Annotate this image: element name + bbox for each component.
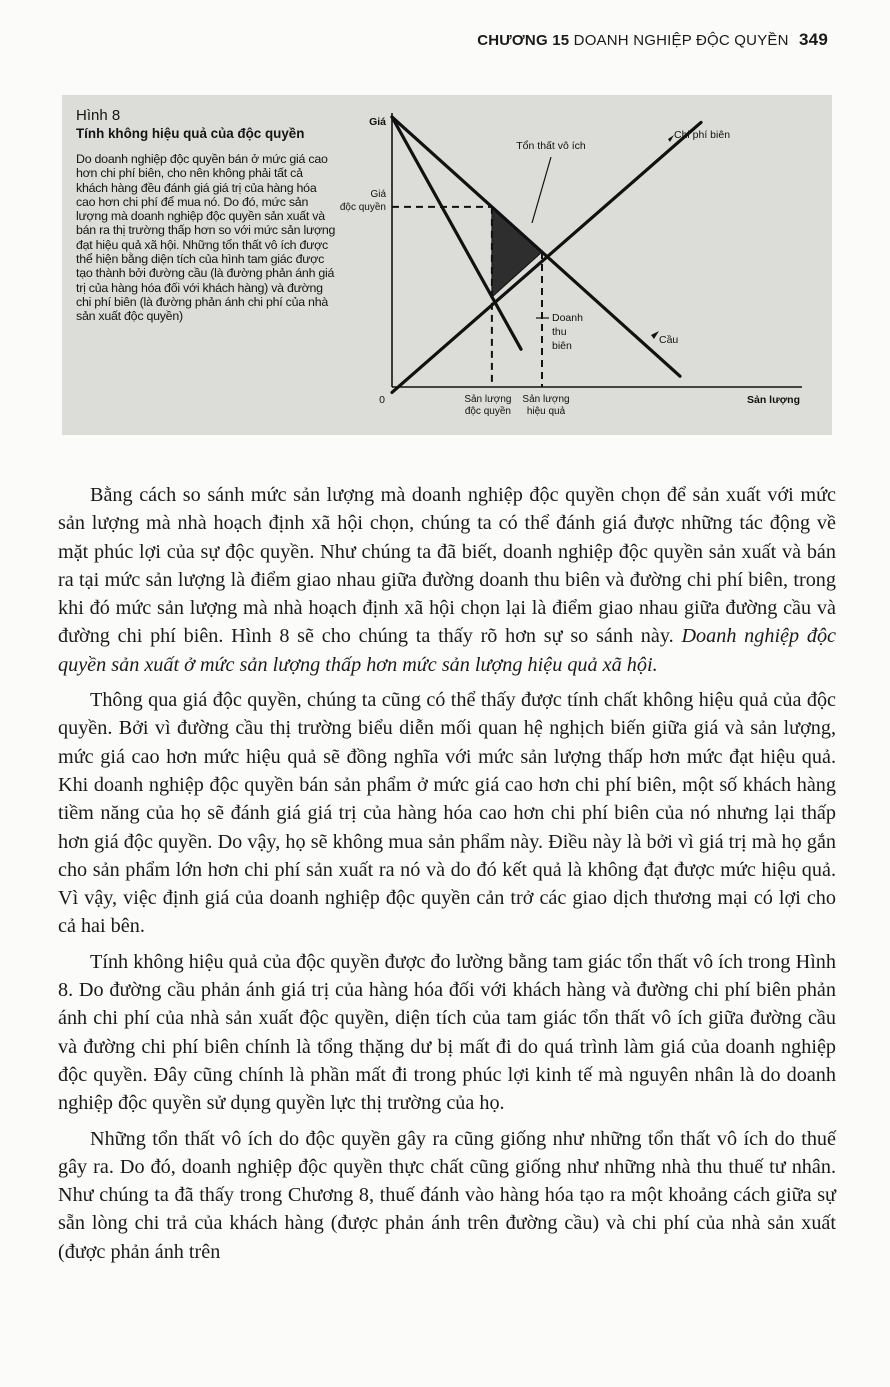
paragraph-3: Tính không hiệu quả của độc quyền được đo lường bằng tam giác tổn thất vô ích trong Hình 8. Do đường cầu phản ánh giá trị của hàng hóa đối với khách hàng và đường chi phí biên phản ánh chi phí của nhà sản xuất độc quyền, diện tích của tam giác tổn thất vô ích giữa đường cầu và đường chi phí biên chính là tổng thặng dư bị mất đi do quá trình làm giá của doanh nghiệp độc quyền. Đây cũng chính là phần mất đi trong phúc lợi kinh tế mà nguyên nhân là do doanh nghiệp độc quyền sử dụng quyền lực thị trường của họ. — [58, 950, 836, 1115]
figure-number: Hình 8 — [76, 107, 121, 124]
marginal-cost-label: Chi phí biên — [674, 129, 731, 141]
paragraph-1-emphasis: Doanh nghiệp độc quyền sản xuất ở mức sản lượng thấp hơn mức sản lượng hiệu quả xã hội. — [58, 625, 837, 676]
monopoly-quantity-label: Sản lượng — [464, 394, 512, 405]
chapter-title: DOANH NGHIỆP ĐỘC QUYỀN — [573, 32, 789, 49]
efficient-quantity-label: Sản lượng — [522, 394, 570, 405]
paragraph-1 — [58, 481, 836, 679]
deadweight-loss-pointer — [532, 157, 551, 223]
body-text — [58, 481, 836, 1273]
marginal-revenue-label-1: Doanh — [552, 312, 583, 324]
x-axis-label: Sản lượng — [747, 394, 800, 406]
page-number: 349 — [799, 30, 828, 49]
demand-label: Cầu — [659, 334, 679, 346]
marginal-revenue-label-3: biên — [552, 340, 572, 352]
efficient-quantity-label-2: hiệu quả — [526, 406, 566, 417]
monopoly-quantity-label-2: độc quyền — [464, 406, 511, 417]
figure-title: Tính không hiệu quả của độc quyền — [76, 126, 305, 141]
chapter-number: CHƯƠNG 15 — [477, 32, 570, 49]
paragraph-4: Những tổn thất vô ích do độc quyền gây ra cũng giống như những tổn thất vô ích do thuế gây ra. Do đó, doanh nghiệp độc quyền thực chất cũng giống như những nhà thu thuế tư nhân. Như chúng ta đã thấy trong Chương 8, thuế đánh vào hàng hóa tạo ra một khoảng cách giữa sự sẵn lòng chi trả của khách hàng (được phản ánh trên đường cầu) và chi phí của nhà sản xuất (được phản ánh trên — [58, 1127, 836, 1263]
running-header — [477, 30, 828, 50]
monopoly-price-label-2: độc quyền — [339, 202, 386, 213]
figure-description: Do doanh nghiệp độc quyền bán ở mức giá cao hơn chi phí biên, cho nên không phải tất cả khách hàng đều đánh giá giá trị của hàng hóa cao hơn chi phí để mua nó. Do đó, mức sản lượng mà doanh nghiệp độc quyền sản xuất và bán ra thị trường thấp hơn so với mức sản lượng đạt hiệu quả xã hội. Những tổn thất vô ích được thể hiện bằng diện tích của hình tam giác được tạo thành bởi đường cầu (là đường phản ánh giá trị của hàng hóa đối với khách hàng) và đường chi phí biên (là đường phản ánh chi phí của nhà sản xuất độc quyền) — [76, 152, 336, 324]
demand-arrow-tip — [651, 331, 659, 339]
y-axis-label: Giá — [369, 116, 386, 128]
origin-label: 0 — [379, 394, 385, 406]
demand-curve — [392, 117, 680, 376]
marginal-revenue-label-2: thu — [552, 326, 567, 338]
paragraph-1-text: Bằng cách so sánh mức sản lượng mà doanh nghiệp độc quyền chọn để sản xuất với mức sản lượng mà nhà hoạch định xã hội chọn, chúng ta có thể đánh giá được những tác động về mặt phúc lợi của sự độc quyền. Như chúng ta đã biết, doanh nghiệp độc quyền sản xuất và bán ra tại mức sản lượng là điểm giao nhau giữa đường doanh thu biên và đường chi phí biên, trong khi đó mức sản lượng mà nhà hoạch định xã hội chọn lại là điểm giao nhau giữa đường cầu và đường chi phí biên. Hình 8 sẽ cho chúng ta thấy rõ hơn sự so sánh này. — [58, 484, 836, 648]
figure-box — [62, 95, 832, 435]
monopoly-inefficiency-chart — [62, 95, 832, 435]
monopoly-price-label: Giá — [370, 189, 386, 200]
deadweight-loss-label: Tổn thất vô ích — [516, 140, 586, 152]
paragraph-2: Thông qua giá độc quyền, chúng ta cũng có thể thấy được tính chất không hiệu quả của độc quyền. Bởi vì đường cầu thị trường biểu diễn mối quan hệ nghịch biến giữa giá và sản lượng, mức giá cao hơn mức hiệu quả sẽ đồng nghĩa với mức sản lượng thấp hơn mức đạt hiệu quả. Khi doanh nghiệp độc quyền bán sản phẩm ở mức giá cao hơn chi phí biên, một số khách hàng tiềm năng của họ sẽ đánh giá giá trị của hàng hóa cao hơn chi phí biên của nó nhưng lại thấp hơn giá độc quyền. Do vậy, họ sẽ không mua sản phẩm này. Điều này là bởi vì giá trị mà họ gắn cho sản phẩm lớn hơn chi phí sản xuất ra nó và do đó kết quả là không đạt được mức hiệu quả. Vì vậy, việc định giá của doanh nghiệp độc quyền cản trở các giao dịch thương mại có lợi cho cả hai bên. — [58, 689, 836, 938]
